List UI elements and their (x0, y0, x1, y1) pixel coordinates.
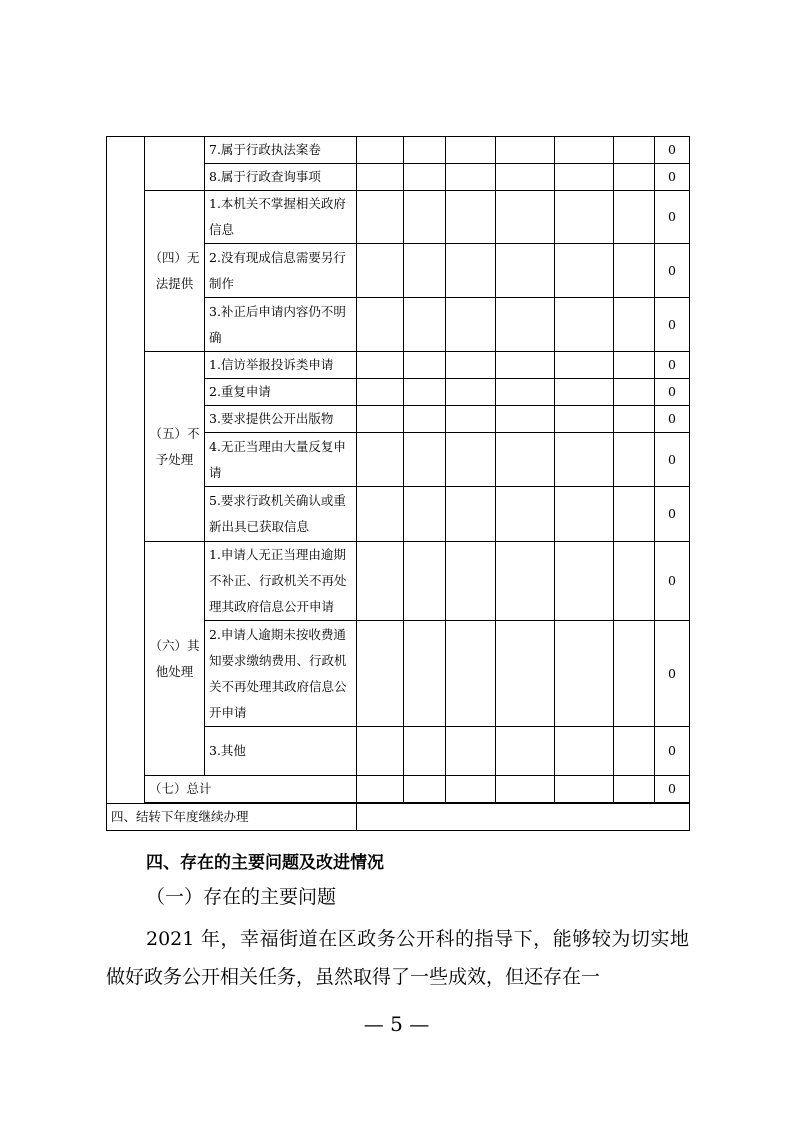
table-row-carry-over (107, 804, 690, 831)
row-label: 1.信访举报投诉类申请 (205, 352, 357, 379)
row-value: 0 (655, 137, 690, 164)
row-label: 5.要求行政机关确认或重新出具已获取信息 (205, 487, 357, 542)
row-value: 0 (655, 621, 690, 727)
row-value: 0 (655, 298, 690, 352)
group-label-other-handling: （六）其他处理 (145, 542, 205, 776)
row-label: 1.申请人无正当理由逾期不补正、行政机关不再处理其政府信息公开申请 (205, 542, 357, 621)
table-row-total (107, 776, 690, 803)
total-value: 0 (655, 776, 690, 803)
row-value: 0 (655, 727, 690, 776)
row-label: 8.属于行政查询事项 (205, 164, 357, 191)
total-label: （七）总计 (145, 776, 357, 803)
row-value: 0 (655, 433, 690, 487)
section-heading: 四、存在的主要问题及改进情况 (146, 853, 384, 873)
body-paragraph: 2021 年，幸福街道在区政务公开科的指导下，能够较为切实地做好政务公开相关任务，虽然取得了一些成效，但还存在一 (106, 928, 689, 988)
row-value: 0 (655, 164, 690, 191)
row-value: 0 (655, 406, 690, 433)
row-label: 4.无正当理由大量反复申请 (205, 433, 357, 487)
table-row (107, 542, 690, 621)
row-value: 0 (655, 542, 690, 621)
row-value: 0 (655, 244, 690, 298)
row-label: 3.补正后申请内容仍不明确 (205, 298, 357, 352)
row-label: 2.申请人逾期未按收费通知要求缴纳费用、行政机关不再处理其政府信息公开申请 (205, 621, 357, 727)
row-label: 3.其他 (205, 727, 357, 776)
page-number: — 5 — (363, 1012, 430, 1036)
row-value: 0 (655, 352, 690, 379)
row-value: 0 (655, 487, 690, 542)
group-label-not-processed: （五）不予处理 (145, 352, 205, 542)
carry-over-label: 四、结转下年度继续办理 (107, 804, 357, 831)
row-label: 7.属于行政执法案卷 (205, 137, 357, 164)
row-label: 1.本机关不掌握相关政府信息 (205, 191, 357, 244)
row-label: 3.要求提供公开出版物 (205, 406, 357, 433)
row-label: 2.重复申请 (205, 379, 357, 406)
row-label: 2.没有现成信息需要另行制作 (205, 244, 357, 298)
table-row (107, 352, 690, 379)
row-value: 0 (655, 191, 690, 244)
row-value: 0 (655, 379, 690, 406)
group-label-unable-to-provide: （四）无法提供 (145, 191, 205, 352)
statistics-table (106, 136, 689, 831)
table-row (107, 137, 690, 164)
table-row (107, 191, 690, 244)
subheading: （一）存在的主要问题 (146, 886, 337, 908)
